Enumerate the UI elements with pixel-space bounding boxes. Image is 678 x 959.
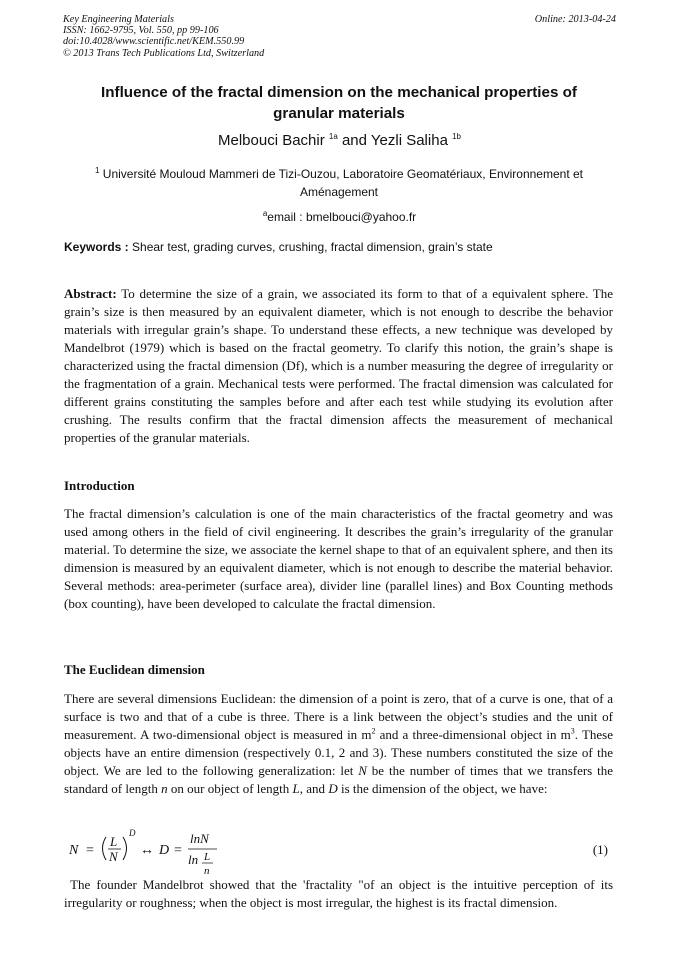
euclidean-text-part: There are several dimensions Euclidean: the dimension of a point is zero, that of a curve is one, that of a surface is two and that of a cube is three. There is a link between the object’s studies and the unit of measurement. A two-dimensional object is measured in m	[64, 691, 613, 742]
equation-number: (1)	[592, 842, 608, 857]
eq-denominator-n: n	[204, 865, 210, 877]
eq-exponent-D: D	[129, 828, 136, 838]
euclidean-heading: The Euclidean dimension	[64, 662, 205, 677]
journal-name: Key Engineering Materials	[63, 14, 174, 25]
post-equation-sentence: The founder Mandelbrot showed that the 'fractality "of an object is the intuitive perception of its irregularity or roughness; when the object is most irregular, the highest is its fractal dimension.	[64, 877, 614, 910]
eq-frac-denominator-N: N	[109, 849, 118, 864]
euclidean-text-part: is the dimension of the object, we have:	[337, 781, 548, 796]
eq-denominator-ln: ln	[188, 852, 199, 867]
email-superscript: a	[262, 209, 268, 218]
doi-line: doi:10.4028/www.scientific.net/KEM.550.99	[63, 36, 245, 48]
affiliation	[80, 165, 598, 201]
eq-arrow: ↔	[140, 843, 154, 858]
post-equation-text	[64, 876, 613, 912]
unit-superscript-3: 3	[570, 726, 575, 736]
eq-left-paren	[103, 837, 107, 860]
keywords-label: Keywords :	[64, 240, 129, 254]
author-line	[63, 131, 616, 151]
eq-equals-2: =	[174, 843, 182, 858]
euclidean-text-part: on our object of length	[167, 781, 293, 796]
euclidean-text-part: , and	[299, 781, 329, 796]
euclidean-text-part: and a three-dimensional object in m	[375, 727, 571, 742]
eq-frac-numerator-L: L	[110, 834, 118, 849]
online-date: Online: 2013-04-24	[534, 14, 616, 25]
abstract-label: Abstract:	[64, 286, 117, 301]
eq-right-paren	[123, 837, 127, 860]
journal-header	[63, 14, 616, 59]
variable-L: L	[292, 781, 300, 796]
eq-lhs-N: N	[69, 843, 79, 858]
author-2-superscript: 1b	[452, 132, 461, 141]
keywords	[64, 238, 617, 256]
paper-title: Influence of the fractal dimension on the mechanical properties of granular materials	[101, 84, 577, 122]
affiliation-superscript: 1	[94, 166, 100, 175]
copyright-line: © 2013 Trans Tech Publications Ltd, Switzerland	[63, 47, 265, 59]
euclidean-text	[64, 690, 613, 798]
variable-D: D	[328, 781, 338, 796]
eq-rhs-D: D	[159, 843, 170, 858]
eq-equals-1: =	[86, 843, 94, 858]
unit-superscript-2: 2	[371, 726, 376, 736]
equation-1	[66, 826, 616, 878]
issn-line: ISSN: 1662-9795, Vol. 550, pp 99-106	[63, 25, 219, 37]
euclidean-text-part: . These objects have an entire dimension (respectively 0.1, 2 and 3). These numbers constituted the size of the object. We are led to the following generalization: let	[64, 727, 613, 778]
author-2: Yezli Saliha	[370, 132, 448, 149]
euclidean-text-part: be the number of times that we transfers the standard of length	[64, 763, 613, 796]
author-1-superscript: 1a	[328, 132, 338, 141]
variable-N: N	[358, 763, 367, 778]
email-text: email : bmelbouci@yahoo.fr	[267, 210, 417, 224]
author-1: Melbouci Bachir	[218, 132, 325, 149]
introduction-heading: Introduction	[64, 478, 135, 493]
equation-formula	[66, 826, 266, 878]
introduction-text: The fractal dimension’s calculation is one of the main characteristics of the fractal geometry and was used among others in the field of civil engineering. It describes the grain’s irregularity of the granular material. To determine the size, we associate the kernel shape to that of an equivalent sphere, and then its dimension is measured by an equivalent diameter, which is not enough to describe the material behavior. Several methods: area-perimeter (surface area), divider line (parallel lines) and Box Counting methods (box counting), have been developed to calculate the fractal dimension.	[64, 506, 613, 611]
keywords-text: Shear test, grading curves, crushing, fractal dimension, grain’s state	[132, 240, 493, 254]
variable-n: n	[161, 781, 168, 796]
author-conjunction: and	[341, 132, 367, 149]
abstract-text: To determine the size of a grain, we associated its form to that of a equivalent sphere. The grain’s size is then measured by an equivalent diameter, which is not enough to describe the behavior materials with irregular grain’s shape. To understand these effects, a new technique was developed by Mandelbrot (1979) which is based on the fractal geometry. To clarify this notion, the grain’s shape is characterized using the fractal dimension (Df), which is a number measuring the degree of irregularity or the fragmentation of a grain. Mechanical tests were performed. The fractal dimension was calculated for different grains constituting the samples before and after each test while studying its evolution after crushing. The results confirm that the fractal dimension affects the measurement of mechanical properties of the granular materials.	[64, 286, 613, 445]
affiliation-text: Université Mouloud Mammeri de Tizi-Ouzou, Laboratoire Geomatériaux, Environnement et Aménagement	[102, 167, 583, 199]
email-line	[63, 208, 616, 226]
abstract	[64, 285, 613, 447]
eq-denominator-L: L	[204, 851, 211, 863]
eq-numerator-lnN: lnN	[190, 831, 209, 846]
